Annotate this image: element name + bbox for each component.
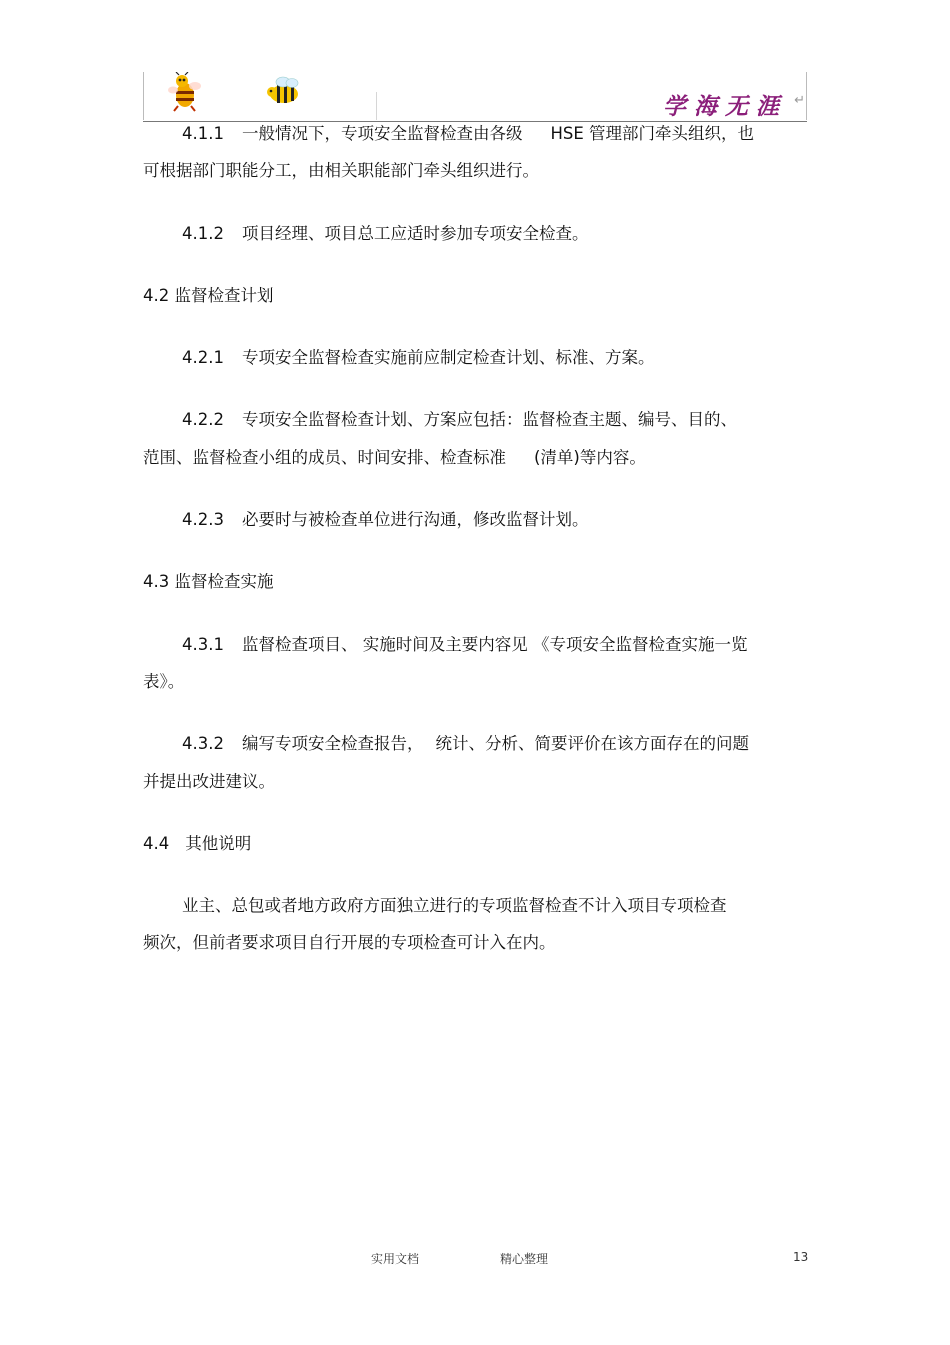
- footer-left-label: 实用文档: [371, 1252, 420, 1266]
- bee-mascot-icon: [165, 72, 205, 112]
- paragraph-4-2-2: [182, 408, 737, 432]
- header-right-rule: [806, 72, 807, 120]
- paragraph-return-icon: ↵: [794, 93, 805, 108]
- section-number: 4.2.2: [182, 410, 224, 429]
- section-number: 4.1.2: [182, 224, 224, 243]
- paragraph-4-3-1-cont: 表》。: [143, 672, 185, 691]
- paragraph-text: 编写专项安全检查报告，: [241, 734, 424, 753]
- paragraph-4-1-1: [182, 122, 754, 146]
- paragraph-4-3-2-cont: 并提出改进建议。: [143, 772, 275, 791]
- section-number: 4.2.1: [182, 348, 224, 367]
- section-number: 4.1.1: [182, 124, 224, 143]
- paragraph-4-4-cont: 频次，但前者要求项目自行开展的专项检查可计入在内。: [143, 933, 556, 952]
- paragraph-4-2-2-cont: [143, 446, 646, 470]
- section-number: 4.2.3: [182, 510, 224, 529]
- heading-4-4: [143, 832, 251, 856]
- section-number: 4.3.2: [182, 734, 224, 753]
- paragraph-text: 必要时与被检查单位进行沟通，修改监督计划。: [241, 510, 589, 529]
- paragraph-text: 监督检查项目、 实施时间及主要内容见 《专项安全监督检查实施一览: [241, 635, 748, 654]
- paragraph-text: 一般情况下，专项安全监督检查由各级: [241, 124, 523, 143]
- heading-4-2: 4.2 监督检查计划: [143, 286, 274, 305]
- paragraph-text: 项目经理、项目总工应适时参加专项安全检查。: [241, 224, 589, 243]
- footer-center-label: 精心整理: [500, 1252, 549, 1266]
- page-number: 13: [793, 1250, 809, 1264]
- paragraph-4-2-1: [182, 346, 654, 370]
- paragraph-text: 统计、分析、简要评价在该方面存在的问题: [435, 734, 749, 753]
- paragraph-text: 范围、监督检查小组的成员、时间安排、检查标准: [143, 448, 506, 467]
- section-number: 4.4: [143, 834, 170, 853]
- paragraph-4-3-2: [182, 732, 749, 756]
- paragraph-text: 专项安全监督检查实施前应制定检查计划、标准、方案。: [241, 348, 655, 367]
- paragraph-4-4: 业主、总包或者地方政府方面独立进行的专项监督检查不计入项目专项检查: [182, 896, 727, 915]
- paragraph-text: HSE 管理部门牵头组织，也: [550, 124, 755, 143]
- paragraph-4-1-2: [182, 222, 588, 246]
- heading-text: 其他说明: [185, 834, 252, 853]
- header-divider: [376, 92, 377, 120]
- page-header: [143, 68, 807, 122]
- paragraph-text: (清单)等内容。: [534, 448, 646, 467]
- brand-motto: 学海无涯: [663, 93, 787, 120]
- header-left-rule: [143, 72, 144, 120]
- heading-4-3: 4.3 监督检查实施: [143, 572, 274, 591]
- paragraph-4-3-1: [182, 633, 747, 657]
- section-number: 4.3.1: [182, 635, 224, 654]
- bee-icon: [263, 74, 303, 106]
- paragraph-4-1-1-cont: 可根据部门职能分工，由相关职能部门牵头组织进行。: [143, 161, 539, 180]
- paragraph-text: 专项安全监督检查计划、方案应包括：监督检查主题、编号、目的、: [241, 410, 737, 429]
- paragraph-4-2-3: [182, 508, 588, 532]
